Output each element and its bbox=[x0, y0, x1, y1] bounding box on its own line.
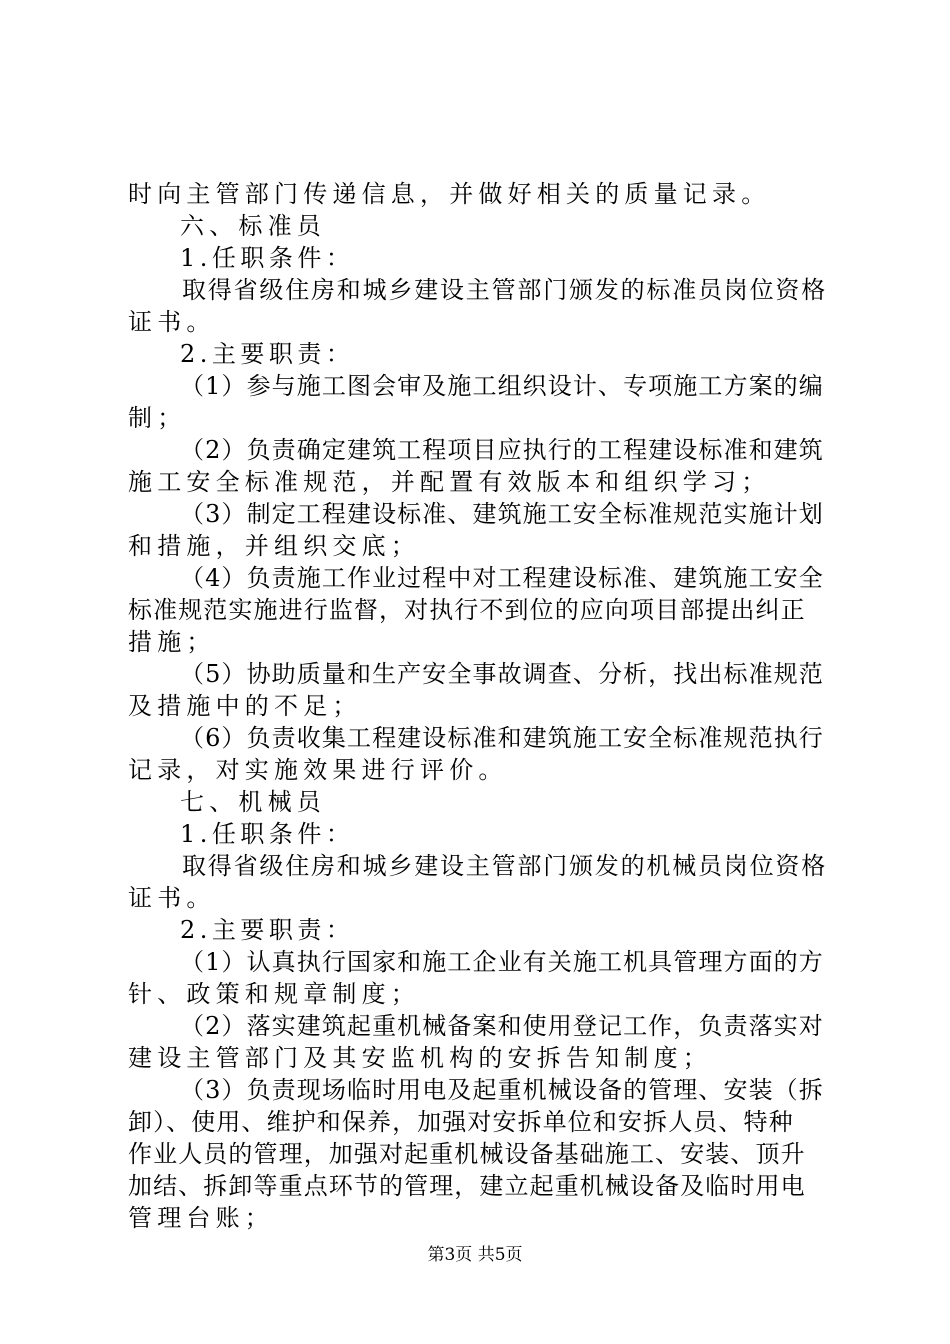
subheading: 1.任职条件： bbox=[180, 244, 355, 272]
text-line: 和措施，并组织交底； bbox=[128, 532, 420, 560]
text-line: （3）负责现场临时用电及起重机械设备的管理、安装（拆 bbox=[180, 1076, 824, 1104]
text-line: （2）落实建筑起重机械备案和使用登记工作，负责落实对 bbox=[180, 1012, 824, 1040]
subheading: 2.主要职责： bbox=[180, 340, 355, 368]
text-line: 标准规范实施进行监督，对执行不到位的应向项目部提出纠正 bbox=[128, 596, 806, 624]
text-line: 时向主管部门传递信息，并做好相关的质量记录。 bbox=[128, 180, 771, 208]
subheading: 1.任职条件： bbox=[180, 820, 355, 848]
text-line: 及措施中的不足； bbox=[128, 692, 362, 720]
text-line: （3）制定工程建设标准、建筑施工安全标准规范实施计划 bbox=[180, 500, 824, 528]
text-line: （1）认真执行国家和施工企业有关施工机具管理方面的方 bbox=[180, 948, 824, 976]
text-line: 针、政策和规章制度； bbox=[128, 980, 420, 1008]
text-line: 制； bbox=[128, 404, 187, 432]
text-line: 管理台账； bbox=[128, 1204, 274, 1232]
text-line: 证书。 bbox=[128, 884, 216, 912]
text-line: 加结、拆卸等重点环节的管理，建立起重机械设备及临时用电 bbox=[128, 1172, 806, 1200]
page-footer: 第3页 共5页 bbox=[427, 1245, 523, 1265]
text-line: （5）协助质量和生产安全事故调查、分析，找出标准规范 bbox=[180, 660, 824, 688]
text-line: 建设主管部门及其安监机构的安拆告知制度； bbox=[128, 1044, 712, 1072]
section-heading: 六、标准员 bbox=[180, 212, 326, 240]
text-line: 证书。 bbox=[128, 308, 216, 336]
text-line: 取得省级住房和城乡建设主管部门颁发的标准员岗位资格 bbox=[182, 276, 827, 304]
text-line: 卸）、使用、维护和保养，加强对安拆单位和安拆人员、特种 bbox=[128, 1108, 794, 1136]
text-line: （4）负责施工作业过程中对工程建设标准、建筑施工安全 bbox=[180, 564, 824, 592]
text-line: 作业人员的管理，加强对起重机械设备基础施工、安装、顶升 bbox=[128, 1140, 806, 1168]
text-line: （6）负责收集工程建设标准和建筑施工安全标准规范执行 bbox=[180, 724, 824, 752]
section-heading: 七、机械员 bbox=[180, 788, 326, 816]
text-line: 施工安全标准规范，并配置有效版本和组织学习； bbox=[128, 468, 771, 496]
text-line: （2）负责确定建筑工程项目应执行的工程建设标准和建筑 bbox=[180, 436, 824, 464]
text-line: （1）参与施工图会审及施工组织设计、专项施工方案的编 bbox=[180, 372, 824, 400]
text-line: 取得省级住房和城乡建设主管部门颁发的机械员岗位资格 bbox=[182, 852, 827, 880]
text-line: 记录，对实施效果进行评价。 bbox=[128, 756, 508, 784]
subheading: 2.主要职责： bbox=[180, 916, 355, 944]
text-line: 措施； bbox=[128, 628, 216, 656]
